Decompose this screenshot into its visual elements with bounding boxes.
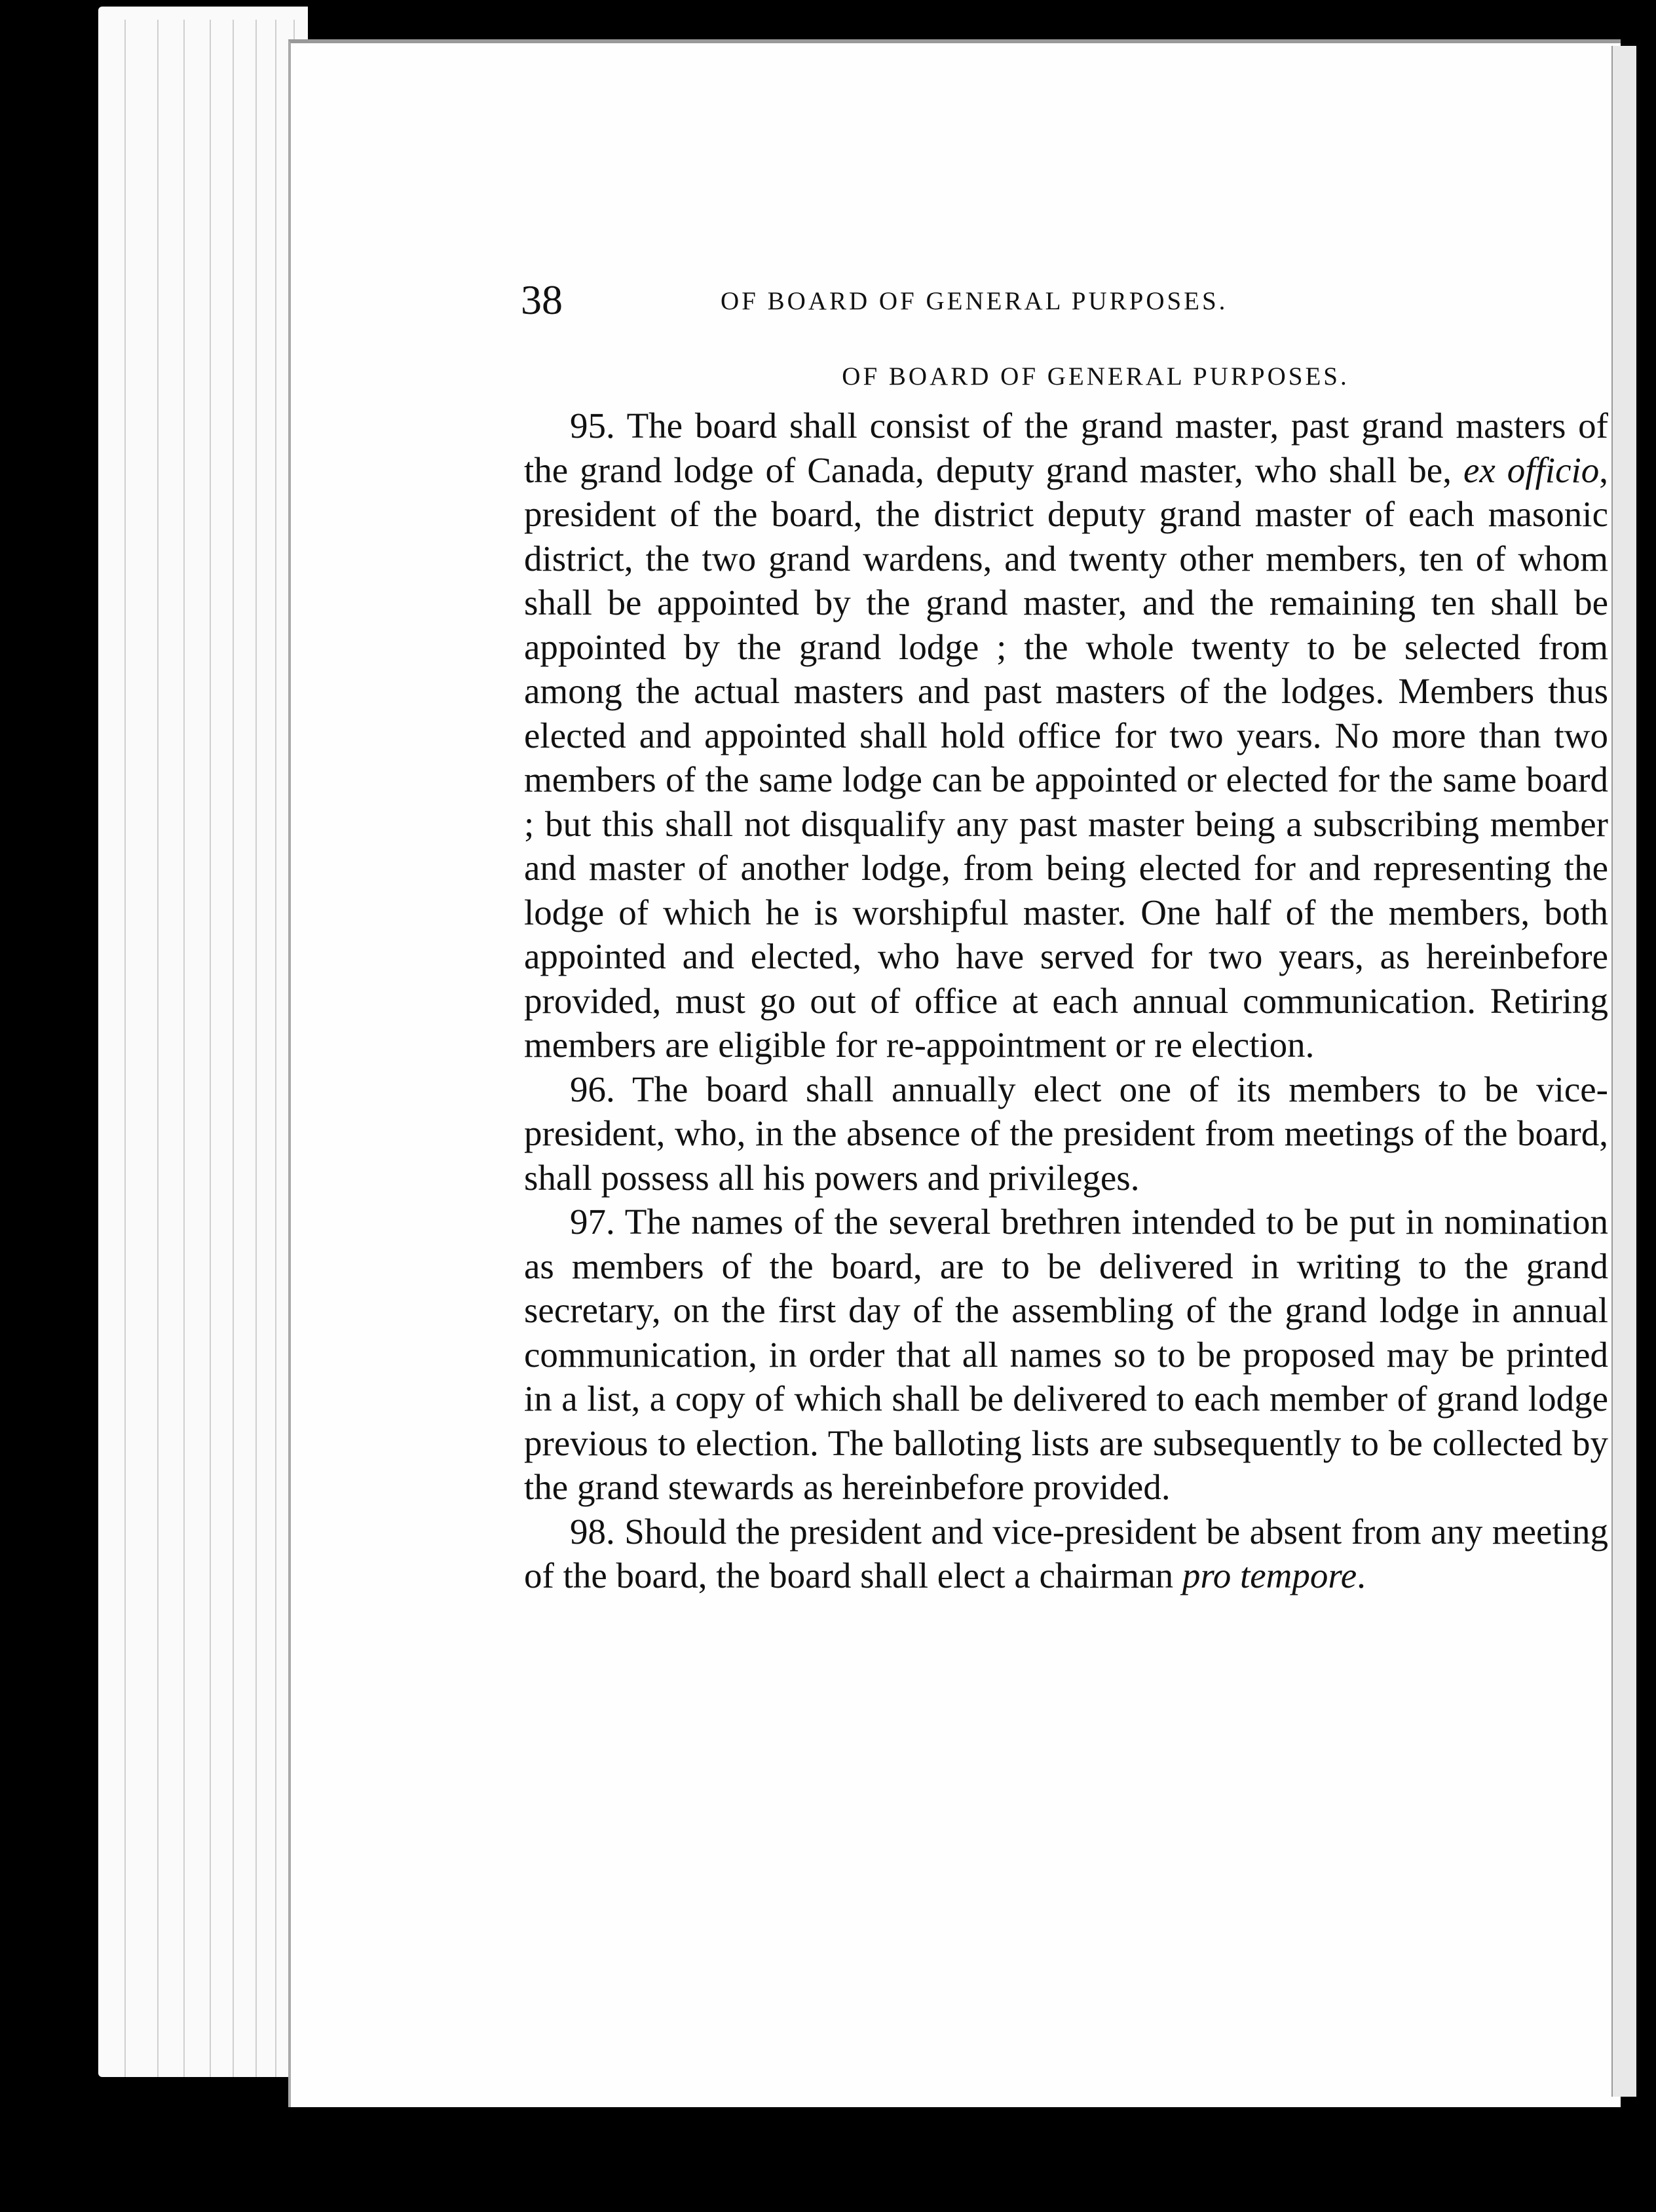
page-edges <box>98 7 308 2077</box>
running-head <box>521 267 1392 339</box>
paragraph-text: . <box>1357 1555 1366 1595</box>
section-heading: OF BOARD OF GENERAL PURPOSES. <box>842 362 1349 391</box>
paragraph-number: 97. <box>570 1202 615 1242</box>
paragraph-number: 95. <box>570 406 615 446</box>
paragraph-text: , president of the board, the district deputy grand master of each masonic district, the two grand wardens, and twenty other members, ten of whom shall be appointed by the grand master, and the remaining ten shall be appointed by the grand lodge ; the whole twenty to be selected from among the actual masters and past masters of the lodges. Members thus elected and appointed shall hold office for two years. No more than two members of the same lodge can be appointed or elected for the same board ; but this shall not disqualify any past master being a subscribing member and master of another lodge, from being elected for and representing the lodge of which he is worshipful master. One half of the members, both appointed and elected, who have served for two years, as hereinbefore provided, must go out of office at each annual communication. Retiring members are eligible for re-appointment or re election. <box>524 449 1609 1065</box>
paragraph-text: The names of the several brethren intended to be put in nomination as members of the board, are to be delivered in writing to the grand secretary, on the first day of the assembling of the grand lodge in annual communication, in order that all names so to be proposed may be printed in a list, a copy of which shall be delivered to each member of grand lodge previous to election. The balloting lists are subsequently to be collected by the grand stewards as hereinbefore provided. <box>524 1202 1608 1507</box>
page-edge-line <box>210 20 211 2077</box>
paragraph-number: 98. <box>570 1511 615 1552</box>
page-right-edge <box>1611 46 1636 2097</box>
running-title: OF BOARD OF GENERAL PURPOSES. <box>721 287 1228 315</box>
paragraph-96 <box>524 1067 1608 1200</box>
page-edge-line <box>183 20 185 2077</box>
page-number: 38 <box>521 276 563 323</box>
italic-phrase: ex officio <box>1463 449 1600 490</box>
italic-phrase: pro tempore <box>1182 1555 1357 1595</box>
page-edge-line <box>157 20 159 2077</box>
paragraph-text: Should the president and vice-president be absent from any meeting of the board, the board shall elect a chairman <box>524 1511 1609 1595</box>
paragraph-95 <box>524 404 1608 1067</box>
paragraph-text: The board shall consist of the grand master, past grand masters of the grand lodge of Canada, deputy grand master, who shall be, <box>524 406 1608 490</box>
body-text <box>524 354 1608 1598</box>
page-edge-line <box>233 20 234 2077</box>
paragraph-number: 96. <box>570 1069 615 1109</box>
page-edge-line <box>255 20 257 2077</box>
page-edge-line <box>275 20 276 2077</box>
paragraph-text: The board shall annually elect one of its members to be vice-president, who, in the absence of the president from meetings of the board, shall possess all his powers and privileges. <box>524 1069 1609 1198</box>
paragraph-97 <box>524 1200 1608 1510</box>
page-edge-line <box>124 20 126 2077</box>
paragraph-98 <box>524 1510 1608 1598</box>
